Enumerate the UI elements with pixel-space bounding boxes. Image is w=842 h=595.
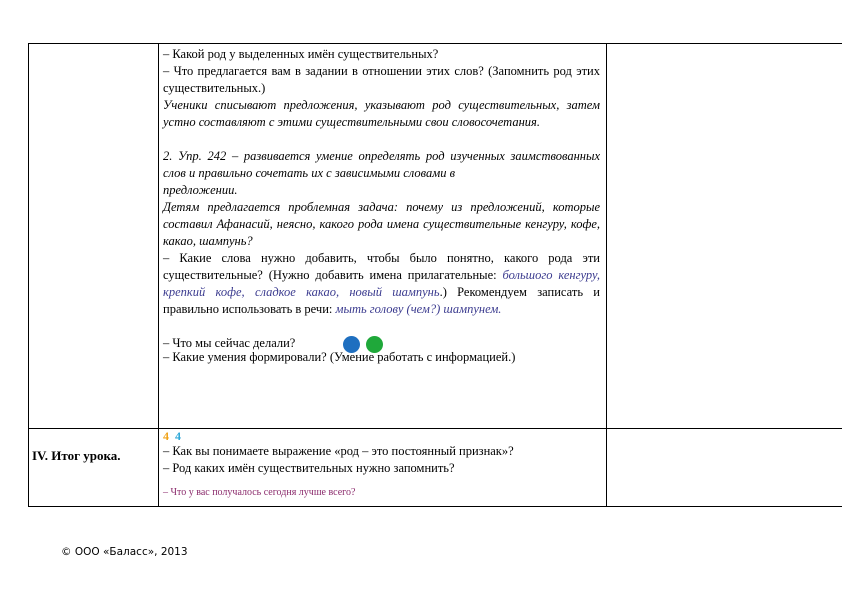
table-row [28,428,842,507]
phrase-text: мыть голову (чем?) шампунем. [335,302,502,316]
question-text: – Что предлагается вам в задании в отношении этих слов? (Запомнить род этих существительных.) [163,64,600,95]
exercise-text: 2. Упр. 242 – развивается умение определять род изученных заимствованных слов и правильно сочетать их с зависимыми словами в [163,149,600,180]
cell-border [158,428,159,506]
question-text: – Как вы понимаете выражение «род – это постоянный признак»? [163,444,514,458]
question-text: – Какой род у выделенных имён существительных? [163,47,439,61]
cell-border [28,428,29,506]
lesson-content-cell [163,429,600,500]
cell-border [158,44,159,428]
step-number: 4 [163,429,169,443]
question-text: – Какие слова нужно добавить, чтобы было понятно, какого рода эти существительные? (Нужно добавить имена прилагательные: большого кенгуру, крепкий кофе, сладкое какао, новый шампунь.) Рекомендуем записать и правильно использовать в речи: мыть голову (чем?) шампунем. [163,251,600,316]
question-text: – Что у вас получалось сегодня лучше всего? [163,487,356,498]
stage-title: IV. Итог урока. [32,448,121,463]
examples-text: большого кенгуру, крепкий кофе, сладкое какао, новый шампунь [163,268,600,299]
exercise-text-end: предложении. [163,183,238,197]
copyright-footer: © ООО «Баласс», 2013 [61,546,188,558]
students-action-text: Ученики списывают предложения, указывают род существительных, затем устно составляют с этими существительными свои словосочетания. [163,98,600,129]
question-text: – Род каких имён существительных нужно запомнить? [163,461,455,475]
lesson-content-cell [163,46,600,366]
table-row [28,43,842,429]
question-text: – Что мы сейчас делали? [163,335,600,353]
cell-border [606,428,607,506]
question-text: – Какие умения формировали? (Умение работать с информацией.) [163,349,516,364]
cell-border [606,44,607,428]
step-number: 4 [175,429,181,443]
problem-task-text: Детям предлагается проблемная задача: почему из предложений, которые составил Афанасий, неясно, какого рода имена существительные кенгуру, кофе, какао, шампунь? [163,200,600,248]
cell-border [28,44,29,428]
step-numbers [163,429,600,443]
